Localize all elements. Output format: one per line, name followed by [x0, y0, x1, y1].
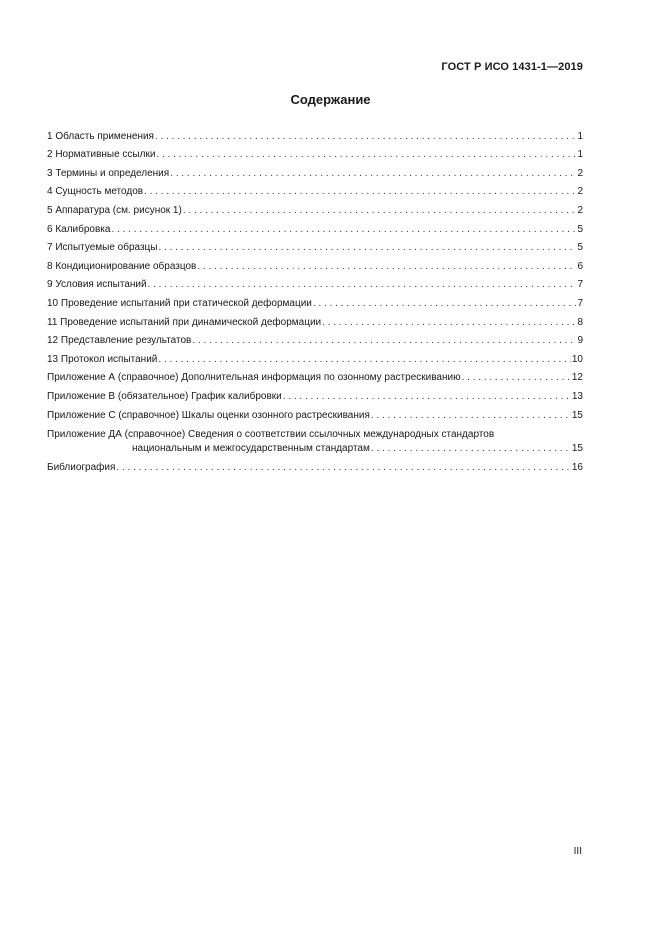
- toc-entry[interactable]: [47, 384, 583, 403]
- toc-entry-label: 6 Калибровка: [47, 223, 111, 235]
- toc-leader-dots: [197, 261, 576, 273]
- toc-entry[interactable]: [47, 217, 583, 236]
- toc-entry-bibliography[interactable]: [47, 456, 583, 475]
- toc-leader-dots: [313, 298, 577, 310]
- toc-entry-label: 8 Кондиционирование образцов: [47, 260, 197, 272]
- table-of-contents: [47, 124, 583, 474]
- toc-leader-dots: [144, 186, 576, 198]
- toc-leader-dots: [148, 279, 577, 291]
- toc-entry-label: 11 Проведение испытаний при динамической деформации: [47, 316, 322, 328]
- toc-entry-page: 5: [577, 223, 583, 235]
- toc-entry[interactable]: [47, 273, 583, 292]
- toc-leader-dots: [183, 205, 577, 217]
- toc-entry-page: 5: [577, 242, 583, 254]
- toc-entry-page: 2: [577, 186, 583, 198]
- page-title: Содержание: [290, 92, 371, 107]
- toc-entry-annex-da[interactable]: [47, 422, 583, 456]
- toc-entry-page: 15: [571, 442, 583, 454]
- toc-entry-page: 12: [571, 372, 583, 384]
- toc-entry[interactable]: [47, 143, 583, 162]
- toc-leader-dots: [322, 317, 576, 329]
- toc-entry[interactable]: [47, 347, 583, 366]
- toc-entry-page: 7: [577, 297, 583, 309]
- toc-leader-dots: [371, 442, 571, 456]
- toc-leader-dots: [155, 131, 576, 143]
- toc-entry-label: Приложение С (справочное) Шкалы оценки озонного растрескивания: [47, 409, 370, 421]
- toc-entry-page: 2: [577, 167, 583, 179]
- toc-entry[interactable]: [47, 403, 583, 422]
- toc-entry-page: 8: [577, 316, 583, 328]
- toc-leader-dots: [170, 168, 576, 180]
- toc-entry[interactable]: [47, 124, 583, 143]
- toc-entry[interactable]: [47, 236, 583, 255]
- toc-entry[interactable]: [47, 329, 583, 348]
- toc-entry-page: 1: [577, 149, 583, 161]
- toc-leader-dots: [192, 335, 576, 347]
- toc-entry-page: 2: [577, 204, 583, 216]
- toc-leader-dots: [116, 462, 570, 474]
- toc-entry[interactable]: [47, 310, 583, 329]
- page-number: III: [573, 846, 582, 857]
- toc-entry-label-line1: Приложение ДА (справочное) Сведения о соответствии ссылочных международных стандартов: [47, 428, 495, 440]
- toc-entry-label: 5 Аппаратура (см. рисунок 1): [47, 204, 182, 216]
- toc-entry[interactable]: [47, 161, 583, 180]
- toc-entry-label: Библиография: [47, 462, 116, 474]
- toc-entry-page: 9: [577, 335, 583, 347]
- toc-entry[interactable]: [47, 254, 583, 273]
- toc-entry-label: 4 Сущность методов: [47, 186, 144, 198]
- toc-entry[interactable]: [47, 291, 583, 310]
- toc-entry-page: 6: [577, 260, 583, 272]
- toc-entry[interactable]: [47, 198, 583, 217]
- toc-leader-dots: [158, 354, 570, 366]
- toc-leader-dots: [283, 391, 571, 403]
- toc-leader-dots: [371, 410, 571, 422]
- toc-leader-dots: [111, 224, 576, 236]
- toc-leader-dots: [462, 372, 571, 384]
- document-header-id: ГОСТ Р ИСО 1431-1—2019: [441, 61, 583, 73]
- toc-entry-label: 9 Условия испытаний: [47, 279, 147, 291]
- toc-entry-page: 15: [571, 409, 583, 421]
- toc-entry-page: 7: [577, 279, 583, 291]
- toc-entry-label: Приложение А (справочное) Дополнительная информация по озонному растрескиванию: [47, 372, 461, 384]
- toc-entry-page: 13: [571, 390, 583, 402]
- toc-leader-dots: [158, 242, 576, 254]
- toc-entry-page: 1: [577, 130, 583, 142]
- toc-leader-dots: [156, 149, 576, 161]
- toc-entry-label: 12 Представление результатов: [47, 335, 192, 347]
- toc-entry-label-line2: национальным и межгосударственным стандартам: [132, 442, 370, 454]
- toc-entry-label: 13 Протокол испытаний: [47, 353, 158, 365]
- toc-entry-label: 7 Испытуемые образцы: [47, 242, 158, 254]
- toc-entry-page: 10: [571, 353, 583, 365]
- toc-entry-page: 16: [571, 462, 583, 474]
- toc-entry-label: 1 Область применения: [47, 130, 154, 142]
- toc-entry[interactable]: [47, 366, 583, 385]
- toc-entry-label: 3 Термины и определения: [47, 167, 170, 179]
- toc-entry-label: Приложение В (обязательное) График калибровки: [47, 390, 282, 402]
- toc-entry-label: 10 Проведение испытаний при статической деформации: [47, 297, 312, 309]
- toc-entry[interactable]: [47, 180, 583, 199]
- toc-entry-label: 2 Нормативные ссылки: [47, 149, 156, 161]
